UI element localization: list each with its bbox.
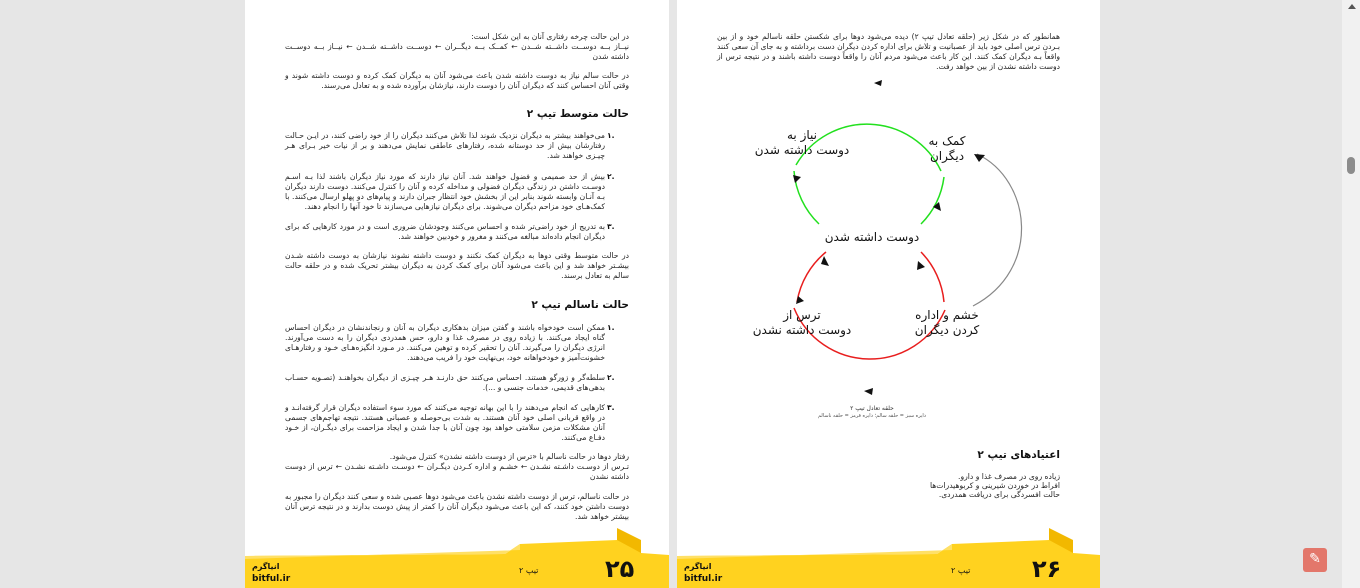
item-number: ۲. — [607, 373, 615, 382]
arrow-head — [933, 202, 941, 211]
item-number: ۳. — [607, 222, 615, 231]
arrow-head — [793, 175, 801, 183]
page-26 — [677, 0, 1100, 588]
arrow-head — [864, 388, 873, 395]
paragraph: در حالت متوسط وقتی دوها به دیگران کمک نکنند و دوست داشته نشوند نیازشان به دوست داشته شـدن بیشـتر خواهد شد و این باعث می‌شود آنان برای کمک کردن به دیگران بیشتر تحریک شده و در حلقه حالت سالم به تعادل برسند. — [285, 251, 629, 280]
list-item: ممکن است خودخواه باشند و گفتن میزان بدهکاری دیگران به آنان و رنجاندنشان در دیگران احساس گناه ایجاد می‌کنند. با زیاده روی در مصرف غذا و دارو، حس همدردی دیگران را به دست می‌آورند. انرژی دیگران را می‌گیرند. آنان را تحقیر کرده و توهین می‌کنند. در مـورد انگیزه‌هـای خـود و رفتارهـای خشونت‌آمیز و خودخواهانه خود، بی‌نهایت خود را فریب می‌دهند. — [285, 323, 605, 362]
page-footer — [677, 528, 1100, 588]
heading-average-state: حالت متوسط تیپ ۲ — [526, 108, 629, 120]
footer-brand: انیاگرم — [684, 562, 712, 571]
list-item: می‌خواهند بیشتر به دیگران نزدیک شوند لذا تلاش می‌کنند دیگران را از خود راضی کنند، در ایـن حـالت رفتارشان بیش از حد دوستانه شده، رفتارهای عاطفی نمایش می‌دهند و بر از نیات خیر بـرای هـر چیـزی خواهند شد. — [285, 131, 605, 160]
unhealthy-cycle-text: تـرس از دوسـت داشـته نشـدن ← خشـم و اداره کـردن دیگـران ← دوسـت داشـته نشـدن ← ترس از دوست داشته نشدن — [285, 462, 629, 481]
footer-type-label: تیپ ۲ — [951, 566, 971, 575]
heading-addictions: اعتیادهای تیپ ۲ — [977, 449, 1060, 461]
intro-line: در این حالت چرخه رفتاری آنان به این شکل است: — [471, 32, 629, 41]
item-number: ۱. — [607, 323, 615, 332]
node-help-others: کمک به دیگران — [928, 134, 966, 163]
footer-url[interactable]: bitful.ir — [252, 574, 291, 584]
paragraph: همانطور که در شکل زیر (حلقه تعادل تیپ ۲) دیده می‌شود دوها برای شکستن حلقه ناسالم خود و از بین بـردن ترس اصلی خود باید از عصبانیت و تلاش برای اداره کردن دیگران دست برداشته و به جای آن سعی کنند واقعاً بـه دیگران کمک کنند. این کار باعث می‌شود مردم آنان را واقعاً دوست داشته باشند و در نتیجه ترس از دوست داشته نشدن از بین خواهد رفت. — [717, 32, 1061, 71]
unhealthy-loop-left — [797, 252, 826, 302]
scroll-up-arrow-icon[interactable] — [1348, 4, 1356, 9]
footer-type-label: تیپ ۲ — [519, 566, 539, 575]
list-item: سلطه‌گر و زورگو هستند. احساس می‌کنند حق دارنـد هـر چیـزی از دیگران بخواهنـد (تصـویه حسـاب بدهی‌های قدیمی، خدمات جنسی و ...). — [285, 373, 605, 392]
item-number: ۱. — [607, 131, 615, 140]
bridge-arc — [973, 154, 1022, 306]
paragraph: در حالت ناسالم، ترس از دوست داشته نشدن باعث می‌شود دوها عصبی شده و سعی کنند دیگران را مجبور به دوست داشتن خود کنند، که این باعث می‌شود دیگران آنان را کمتر از پیش دوست بدارند و در نتیجه ترس آنان بیشتر خواهد شد. — [285, 492, 629, 521]
page-25 — [245, 0, 669, 588]
diagram-legend: دایره سبز = حلقه سالم؛ دایره قرمز = حلقه ناسالم — [817, 413, 927, 419]
page-footer — [245, 528, 669, 588]
diagram-caption: حلقه تعادل تیپ ۲ — [850, 405, 894, 412]
pdf-icon[interactable] — [1303, 548, 1327, 572]
node-need-to-be-loved: نیاز به دوست داشته شدن — [754, 128, 850, 157]
arrow-head — [917, 261, 925, 270]
footer-brand: انیاگرم — [252, 562, 280, 571]
page-number: ۲۵ — [605, 555, 635, 583]
healthy-cycle-text: نیــاز بــه دوســت داشــته شــدن ← کمــک بــه دیگــران ← دوســت داشــته شــدن ← نیــاز بــه دوســت داشته شدن — [285, 42, 629, 61]
pdf-glyph-icon: ✎ — [1309, 551, 1321, 567]
paragraph: رفتار دوها در حالت ناسالم با «ترس از دوست داشته نشدن» کنترل می‌شود. — [389, 452, 629, 461]
item-number: ۲. — [607, 172, 615, 181]
addiction-item: زیاده روی در مصرف غذا و دارو. — [958, 472, 1060, 481]
heading-unhealthy-state: حالت ناسالم تیپ ۲ — [531, 299, 629, 311]
addiction-item: حالت افسردگی برای دریافت همدردی. — [938, 490, 1060, 499]
arrow-head — [821, 256, 829, 266]
item-number: ۳. — [607, 403, 615, 412]
addiction-item: افراط در خوردن شیرینی و کربوهیدرات‌ها — [929, 481, 1060, 490]
vertical-scrollbar[interactable] — [1342, 0, 1360, 588]
node-anger-control: خشم و اداره کردن دیگران — [914, 308, 980, 337]
node-fear-unloved: ترس از دوست داشته نشدن — [752, 308, 852, 337]
paragraph: در حالت سالم نیاز به دوست داشته شدن باعث می‌شود آنان به دیگران کمک کرده و دوست داشته شوند و وقتی آنان احساس کنند که دیگران آنان را دوست دارند، نیازشان برآورده شده و به تعادل می‌رسند. — [285, 71, 629, 90]
list-item: به تدریج از خود راضی‌تر شده و احساس می‌کنند وجودشان ضروری است و در مورد کارهایی که برای دیگران انجام داده‌اند مبالغه می‌کنند و مغرور و خودبین خواهند شد. — [285, 222, 605, 241]
node-being-loved: دوست داشته شدن — [824, 230, 920, 244]
list-item: بیش از حد صمیمی و فضول خواهند شد. آنان نیاز دارند که مورد نیاز دیگران باشند لذا بـه اسـم دوسـت داشتن در زندگی دیگران فضولی و مداخله کرده و آنان را کنترل می‌کنند. دوست دارند دیگران بـه آنـان وابسته شوند بنابر این از بخشش خود انتظار جبران دارند و پیام‌های دو پهلو ارسال می‌کنند. با کمک‌هـای خود مزاحم دیگران می‌شوند. برای دیگران نیازهایی می‌سازند تا خود آنها را انجام دهند. — [285, 172, 605, 211]
page-number: ۲۶ — [1032, 555, 1062, 583]
scrollbar-thumb[interactable] — [1347, 157, 1355, 174]
unhealthy-loop-right — [921, 252, 944, 302]
arrow-head — [874, 80, 882, 86]
list-item: کارهایی که انجام می‌دهند را با این بهانه توجیه می‌کنند که مورد سوء استفاده دیگران قرار گرفته‌انـد و در واقع قربانی اصلی خود آنان هستند. به شدت بی‌حوصله و عصبانی هستند. نتیجه تهاجم‌های جسمی آنان مشکلات مزمن سلامتی خواهد بود چون آنان با جدا شدن و ایجاد مزاحمت برای دیگـران، از خـود دفـاع می‌کنند. — [285, 403, 605, 442]
footer-url[interactable]: bitful.ir — [684, 574, 723, 584]
healthy-loop-right — [921, 177, 944, 224]
